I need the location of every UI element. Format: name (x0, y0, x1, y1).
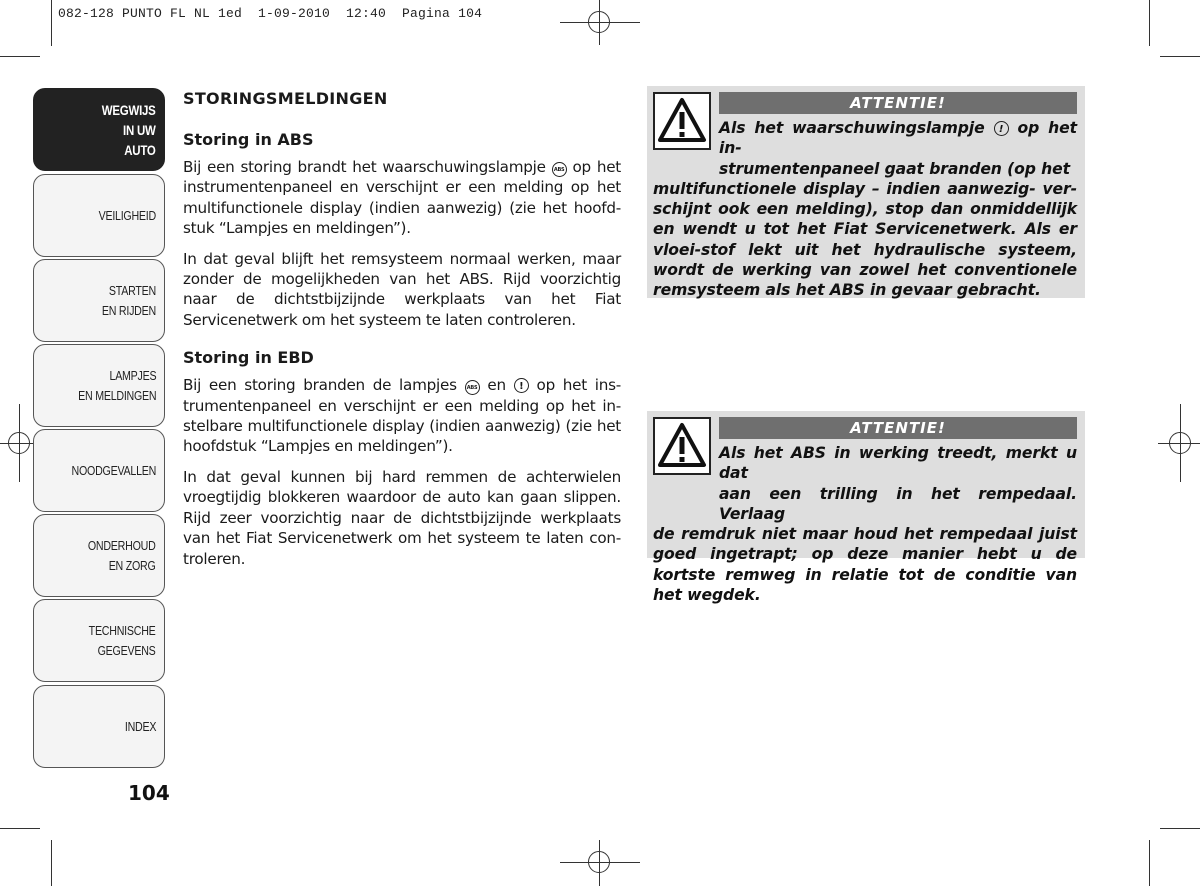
tab-lampjes[interactable] (33, 344, 165, 427)
text-rest: de remdruk niet maar houd het rempedaal juist goed ingetrapt; op deze manier hebt u de kortste remweg in relatie tot de conditie van het wegdek. (653, 525, 1077, 605)
section-heading-abs: Storing in ABS (183, 130, 314, 149)
text: op het instrumentenpaneel en verschijnt er een melding op het multifunctionele display (indien aanwezig) (zie het hoofd-stuk “Lampjes en meldingen”). (183, 158, 621, 238)
attention-text (653, 443, 1077, 605)
crop-mark (51, 0, 52, 46)
main-column (183, 89, 621, 579)
paragraph: In dat geval blijft het remsysteem normaal werken, maar zonder de mogelijkheden van het ABS. Rijd voorzichtig naar de dichtstbijzijnde werkplaats van het Fiat Servicenetwerk om het systeem te laten controleren. (183, 249, 621, 329)
tab-technische[interactable] (33, 599, 165, 682)
crop-mark (1149, 0, 1150, 46)
crop-mark (0, 56, 40, 57)
section-heading-ebd: Storing in EBD (183, 348, 314, 368)
abs-warning-icon: ABS (552, 162, 567, 177)
paragraph (183, 157, 621, 239)
tab-starten[interactable] (33, 259, 165, 342)
crop-mark (1149, 840, 1150, 886)
attention-box (647, 86, 1085, 298)
print-header: 082-128 PUNTO FL NL 1ed 1-09-2010 12:40 Pagina 104 (58, 6, 483, 21)
paragraph (183, 375, 621, 457)
tab-onderhoud[interactable] (33, 514, 165, 597)
registration-mark (1169, 432, 1191, 454)
crop-mark (1160, 56, 1200, 57)
text: op het ins-trumentenpaneel en verschijnt er een melding op het in-stelbare multifunctionele display (indien aanwezig) (zie het hoofdstuk “Lampjes en meldingen”). (183, 376, 622, 456)
crop-mark (0, 828, 40, 829)
abs-warning-icon: ABS (465, 380, 480, 395)
tab-label: ONDERHOUD EN ZORG (88, 537, 156, 573)
tab-index[interactable] (33, 685, 165, 768)
text-line: Als het ABS in werking treedt, merkt u dat (719, 444, 1077, 483)
crop-mark (1160, 828, 1200, 829)
tab-noodgevallen[interactable] (33, 429, 165, 512)
text: Bij een storing brandt het waarschuwingslampje (183, 158, 546, 176)
tab-label: VEILIGHEID (98, 207, 156, 223)
tab-veiligheid[interactable] (33, 174, 165, 257)
text: op het in- (719, 119, 1077, 158)
registration-mark (588, 851, 610, 873)
text: Bij een storing branden de lampjes (183, 376, 457, 395)
warning-triangle-icon (653, 417, 711, 475)
tab-label: TECHNISCHE GEGEVENS (89, 622, 156, 658)
warning-triangle-icon (653, 92, 711, 150)
tab-label: WEGWIJS IN UW AUTO (102, 101, 156, 158)
tab-label: STARTEN EN RIJDEN (101, 282, 156, 318)
text-line: strumentenpaneel gaat branden (op het (719, 159, 1070, 178)
text-rest: multifunctionele display – indien aanwezig- ver-schijnt ook een melding), stop dan onmiddellijk en wendt u tot het Fiat Servicenetwerk. Als er vloei-stof lekt uit het hydraulische systeem, wordt de werking van zowel het conventionele remsysteem als het ABS in gevaar gebracht. (653, 179, 1077, 300)
crop-mark (51, 840, 52, 886)
attention-text (653, 118, 1077, 301)
text: Als het waarschuwingslampje (719, 119, 985, 137)
attention-header: ATTENTIE! (719, 417, 1077, 439)
registration-mark (588, 11, 610, 33)
tab-wegwijs[interactable] (33, 88, 165, 171)
text-line (719, 118, 1077, 159)
tab-label: NOODGEVALLEN (71, 462, 156, 478)
page-title: STORINGSMELDINGEN (183, 89, 388, 108)
brake-warning-icon: ! (514, 378, 529, 393)
page-number: 104 (128, 781, 170, 805)
text: en (487, 376, 506, 395)
registration-mark (8, 432, 30, 454)
tab-label: INDEX (124, 718, 156, 734)
attention-header: ATTENTIE! (719, 92, 1077, 114)
paragraph: In dat geval kunnen bij hard remmen de achterwielen vroegtijdig blokkeren waardoor de auto kan gaan slippen. Rijd zeer voorzichtig naar de dichtstbijzijnde werkplaats van het Fiat Servicenetwerk om het systeem te laten con-troleren. (183, 467, 621, 568)
brake-warning-icon: ! (994, 121, 1009, 136)
tab-label: LAMPJES EN MELDINGEN (77, 367, 156, 403)
text-line: aan een trilling in het rempedaal. Verlaag (719, 484, 1077, 523)
attention-box (647, 411, 1085, 605)
